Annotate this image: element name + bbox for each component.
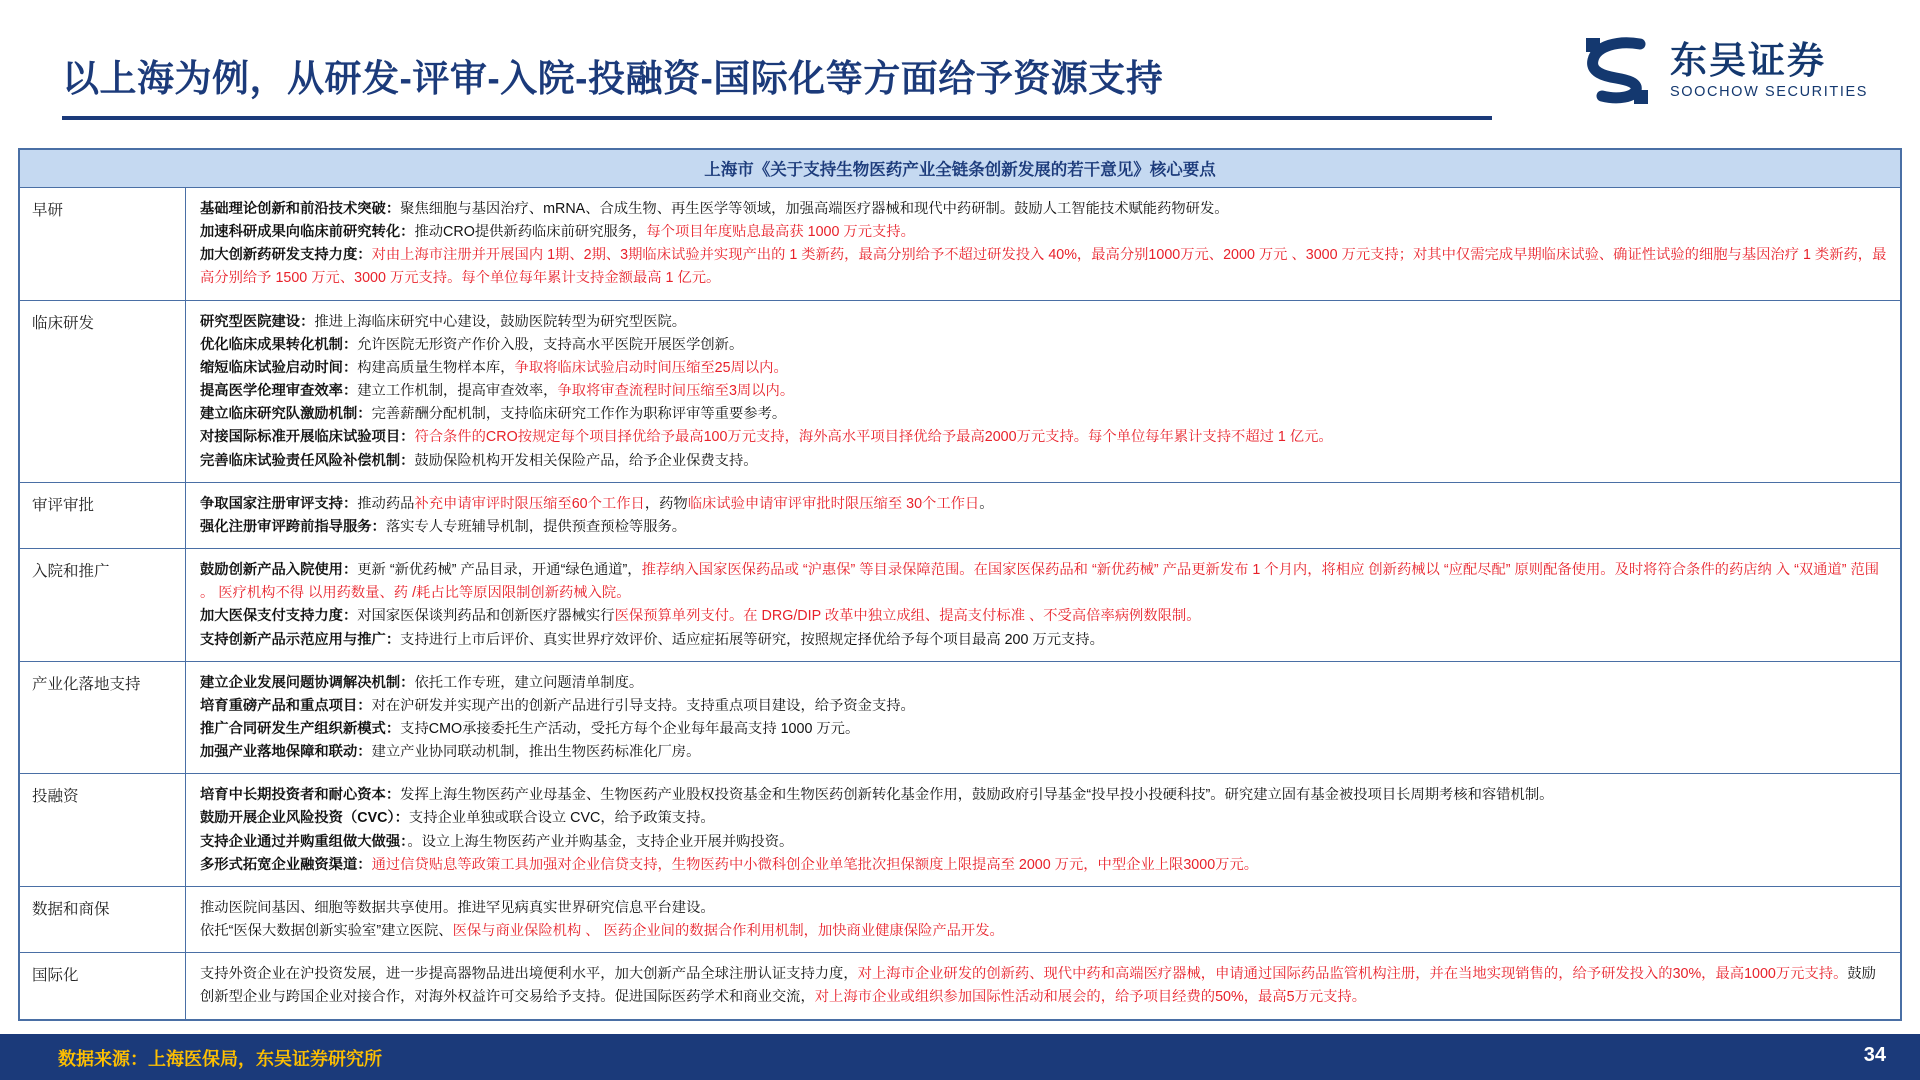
table-row — [20, 549, 1901, 662]
row-category: 审评审批 — [20, 482, 186, 548]
content-line — [200, 963, 1890, 1009]
logo-name-en: SOOCHOW SECURITIES — [1670, 83, 1868, 100]
row-category: 入院和推广 — [20, 549, 186, 662]
table-row — [20, 953, 1901, 1019]
content-line — [200, 605, 1890, 628]
content-segment: 建立企业发展问题协调解决机制： — [200, 674, 415, 691]
content-segment: 加大医保支付支持力度： — [200, 608, 358, 625]
content-segment: 对接国际标准开展临床试验项目： — [200, 429, 415, 446]
content-segment: 推动CRO提供新药临床前研究服务， — [414, 224, 647, 241]
content-segment: 支持CMO承接委托生产活动，受托方每个企业每年最高支持 1000 万元。 — [400, 720, 860, 737]
content-segment: 医保与商业保险机构 、 医药企业间的数据合作利用机制，加快商业健康保险产品开发。 — [452, 923, 1004, 940]
content-segment: 医保预算单列支付。在 DRG/DIP 改革中独立成组、提高支付标准 、不受高倍率病例数限制。 — [614, 608, 1201, 625]
logo-name-cn: 东吴证券 — [1670, 40, 1827, 82]
company-logo — [1580, 36, 1868, 106]
table-row — [20, 482, 1901, 548]
logo-text — [1670, 42, 1868, 100]
table-row — [20, 300, 1901, 482]
row-category: 数据和商保 — [20, 886, 186, 952]
content-segment: 鼓励创新产品入院使用： — [200, 562, 358, 579]
content-segment: 建立临床研究队激励机制： — [200, 406, 372, 423]
content-segment: 发挥上海生物医药产业母基金、生物医药产业股权投资基金和生物医药创新转化基金作用，鼓励政府引导基金“投早投小投硬科技”。研究建立固有基金被投项目长周期考核和容错机制。 — [400, 787, 1554, 804]
content-segment: 推广合同研发生产组织新模式： — [200, 720, 401, 737]
content-segment: 允许医院无形资产作价入股，支持高水平医院开展医学创新。 — [357, 336, 744, 353]
table-row — [20, 774, 1901, 887]
content-line — [200, 380, 1890, 403]
row-content — [186, 482, 1901, 548]
content-segment: 推进上海临床研究中心建设，鼓励医院转型为研究型医院。 — [314, 313, 687, 330]
content-segment: 争取将审查流程时间压缩至3周以内。 — [557, 383, 795, 400]
content-segment: 支持企业单独或联合设立 CVC，给予政策支持。 — [408, 810, 715, 827]
content-segment: 临床试验申请审评审批时限压缩至 30个工作日 — [687, 495, 980, 512]
content-line — [200, 741, 1890, 764]
content-segment: 培育中长期投资者和耐心资本： — [200, 787, 401, 804]
content-segment: 支持进行上市后评价、真实世界疗效评价、适应症拓展等研究，按照规定择优给予每个项目最高 200 万元支持。 — [400, 631, 1104, 648]
content-segment: 符合条件的CRO按规定每个项目择优给予最高100万元支持，海外高水平项目择优给予最高2000万元支持。每个单位每年累计支持不超过 1 亿元。 — [414, 429, 1333, 446]
content-segment: 对上海市企业研发的创新药、现代中药和高端医疗器械，申请通过国际药品监管机构注册，并在当地实现销售的，给予研发投入的30%，最高1000万元支持。 — [857, 966, 1848, 983]
content-segment: 加速科研成果向临床前研究转化： — [200, 224, 415, 241]
content-line — [200, 334, 1890, 357]
content-segment: 推动药品 — [357, 495, 415, 512]
content-segment: 对在沪研发并实现产出的创新产品进行引导支持。支持重点项目建设，给予资金支持。 — [371, 697, 915, 714]
policy-table — [19, 149, 1901, 1020]
content-segment: 鼓励开展企业风险投资（CVC）： — [200, 810, 409, 827]
table-row — [20, 661, 1901, 774]
content-line — [200, 357, 1890, 380]
content-line — [200, 493, 1890, 516]
content-segment: 争取将临床试验启动时间压缩至25周以内。 — [514, 359, 788, 376]
content-line — [200, 831, 1890, 854]
content-segment: 对由上海市注册并开展国内 1期、2期、3期临床试验并实现产出的 1 类新药，最高分别给予不超过研发投入 40%，最高分别1000万元、2000 万元 、3000 万元支持；对其中仅需完成早期临床试验、确证性试验的细胞与基因治疗 1 类新药，最高分别给予 1500 万元、3000 万元支持。每个单位每年累计支持金额最高 1 亿元。 — [200, 247, 1887, 287]
content-segment: 支持外资企业在沪投资发展，进一步提高器物品进出境便利水平，加大创新产品全球注册认证支持力度， — [200, 966, 858, 983]
soochow-logo-icon — [1580, 36, 1656, 106]
content-segment: 聚焦细胞与基因治疗、mRNA、合成生物、再生医学等领域，加强高端医疗器械和现代中药研制。鼓励人工智能技术赋能药物研发。 — [400, 201, 1229, 217]
content-segment: 通过信贷贴息等政策工具加强对企业信贷支持，生物医药中小微科创企业单笔批次担保额度上限提高至 2000 万元，中型企业上限3000万元。 — [371, 856, 1259, 873]
row-content — [186, 300, 1901, 482]
row-content — [186, 549, 1901, 662]
content-segment: 对上海市企业或组织参加国际性活动和展会的，给予项目经费的50%，最高5万元支持。 — [814, 989, 1367, 1006]
content-segment: 争取国家注册审评支持： — [200, 495, 358, 512]
content-segment: 提高医学伦理审查效率： — [200, 383, 358, 400]
slide-footer — [0, 1034, 1920, 1080]
content-line — [200, 516, 1890, 539]
table-caption: 上海市《关于支持生物医药产业全链条创新发展的若干意见》核心要点 — [20, 150, 1901, 188]
content-segment: ，药物 — [644, 495, 688, 512]
table-row — [20, 886, 1901, 952]
content-line — [200, 784, 1890, 807]
page-number: 34 — [1863, 1044, 1886, 1066]
content-segment: 。 — [979, 495, 994, 512]
row-category: 国际化 — [20, 953, 186, 1019]
content-segment: 研究型医院建设： — [200, 313, 315, 330]
content-segment: 落实专人专班辅导机制，提供预查预检等服务。 — [385, 518, 687, 535]
content-segment: 完善薪酬分配机制，支持临床研究工作作为职称评审等重要参考。 — [371, 406, 787, 423]
row-content — [186, 774, 1901, 887]
content-line — [200, 426, 1890, 449]
content-segment: 依托“医保大数据创新实验室”建立医院、 — [200, 923, 453, 940]
content-line — [200, 718, 1890, 741]
content-segment: 推荐纳入国家医保药品或 “沪惠保” 等目录保障范围。在国家医保药品和 “新优药械” 产品更新发布 1 个月内，将相应 创新药械以 “应配尽配” 原则配备使用。及时将符合条件的药店纳 入 “双通道” 范围 。 医疗机构不得 以用药数量、药 /耗占比等原因限制创新药械入院。 — [200, 562, 1880, 602]
data-source-label: 数据来源：上海医保局，东吴证券研究所 — [58, 1049, 382, 1069]
content-line — [200, 854, 1890, 877]
row-category: 早研 — [20, 188, 186, 301]
content-segment: 强化注册审评跨前指导服务： — [200, 518, 386, 535]
table-body — [20, 150, 1901, 1020]
content-segment: 建立工作机制，提高审查效率， — [357, 383, 558, 400]
content-segment: 缩短临床试验启动时间： — [200, 359, 358, 376]
page-title: 以上海为例，从研发-评审-入院-投融资-国际化等方面给予资源支持 — [62, 58, 1164, 99]
content-line — [200, 672, 1890, 695]
slide-header — [0, 0, 1920, 146]
content-line — [200, 559, 1890, 605]
content-line — [200, 244, 1890, 290]
row-category: 产业化落地支持 — [20, 661, 186, 774]
content-line — [200, 920, 1890, 943]
table-row — [20, 188, 1901, 301]
content-segment: 优化临床成果转化机制： — [200, 336, 358, 353]
content-segment: 依托工作专班，建立问题清单制度。 — [414, 674, 644, 691]
content-segment: 完善临床试验责任风险补偿机制： — [200, 452, 415, 469]
row-content — [186, 188, 1901, 301]
title-divider — [62, 116, 1492, 120]
content-segment: 鼓励创新型企业与跨国企业对接合作，对海外权益许可交易给予支持。促进国际医药学术和商业交流， — [200, 966, 1876, 1006]
content-segment: 加强产业落地保障和联动： — [200, 744, 372, 761]
content-line — [200, 629, 1890, 652]
content-line — [200, 198, 1890, 221]
content-line — [200, 221, 1890, 244]
row-content — [186, 886, 1901, 952]
content-line — [200, 311, 1890, 334]
content-segment: 推动医院间基因、细胞等数据共享使用。推进罕见病真实世界研究信息平台建设。 — [200, 899, 715, 916]
content-line — [200, 695, 1890, 718]
content-line — [200, 403, 1890, 426]
content-segment: 更新 “新优药械” 产品目录，开通“绿色通道”， — [357, 562, 642, 579]
content-segment: 。设立上海生物医药产业并购基金，支持企业开展并购投资。 — [407, 833, 794, 850]
content-segment: 培育重磅产品和重点项目： — [200, 697, 372, 714]
content-segment: 支持创新产品示范应用与推广： — [200, 631, 401, 648]
content-line — [200, 897, 1890, 920]
content-line — [200, 807, 1890, 830]
row-content — [186, 953, 1901, 1019]
row-category: 临床研发 — [20, 300, 186, 482]
content-segment: 对国家医保谈判药品和创新医疗器械实行 — [357, 608, 615, 625]
content-segment: 建立产业协同联动机制，推出生物医药标准化厂房。 — [371, 744, 701, 761]
content-segment: 加大创新药研发支持力度： — [200, 247, 372, 264]
row-category: 投融资 — [20, 774, 186, 887]
policy-table-container — [18, 148, 1902, 1021]
table-header-row — [20, 150, 1901, 188]
content-segment: 构建高质量生物样本库， — [357, 359, 515, 376]
content-segment: 基础理论创新和前沿技术突破： — [200, 201, 401, 217]
row-content — [186, 661, 1901, 774]
content-segment: 支持企业通过并购重组做大做强： — [200, 833, 408, 850]
content-segment: 补充申请审评时限压缩至60个工作日 — [414, 495, 645, 512]
content-segment: 多形式拓宽企业融资渠道： — [200, 856, 372, 873]
content-segment: 鼓励保险机构开发相关保险产品，给予企业保费支持。 — [414, 452, 758, 469]
content-line — [200, 450, 1890, 473]
content-segment: 每个项目年度贴息最高获 1000 万元支持。 — [646, 224, 915, 241]
